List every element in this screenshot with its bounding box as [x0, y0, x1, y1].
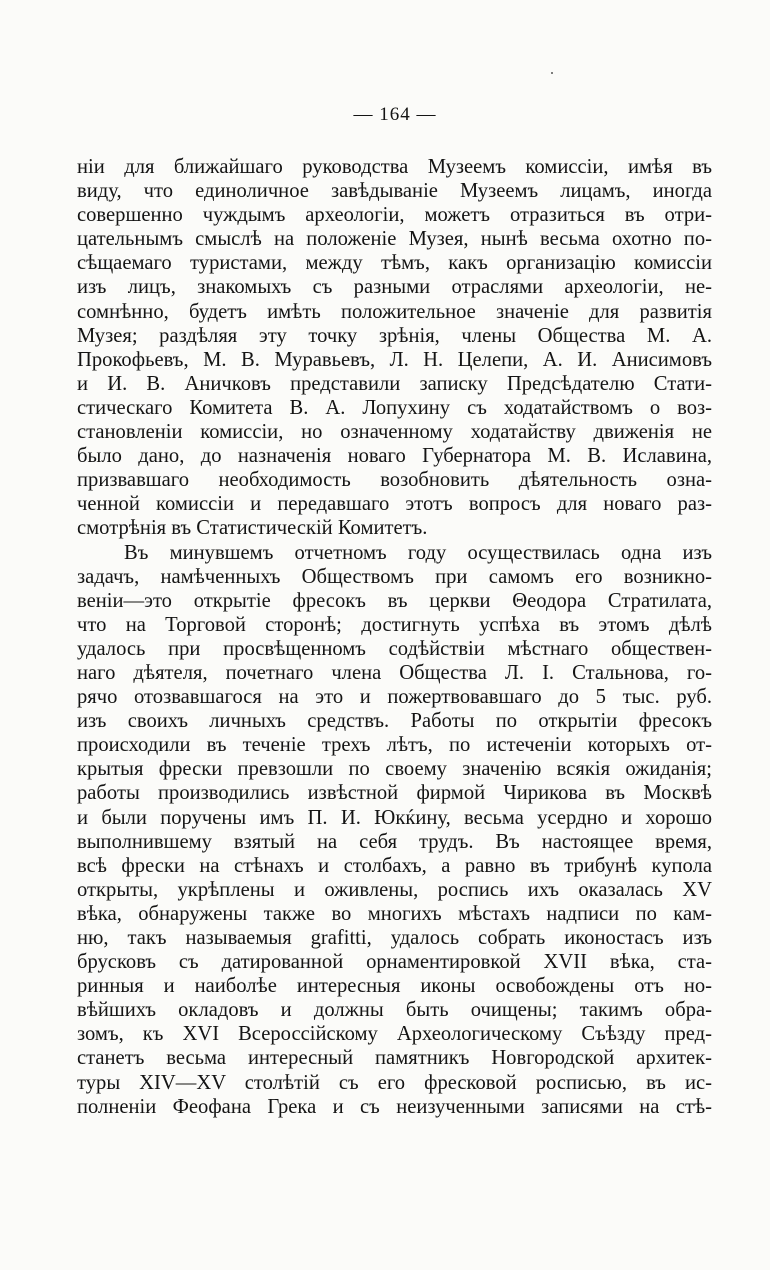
text-line: Прокофьевъ, М. В. Муравьевъ, Л. Н. Целепи, А. И. Анисимовъ: [77, 348, 712, 371]
text-line: сѣщаемаго туристами, между тѣмъ, какъ организацiю комиссiи: [77, 252, 712, 275]
text-line: выполнившему взятый на себя трудъ. Въ настоящее время,: [77, 830, 712, 853]
text-line: сомнѣнно, будетъ имѣть положительное значенiе для развитiя: [77, 300, 712, 323]
text-line: смотрѣнiя въ Статистическiй Комитетъ.: [77, 517, 428, 540]
paragraph-first-line: Въ минувшемъ отчетномъ году осуществилась одна изъ: [124, 541, 712, 564]
text-line: изъ лицъ, знакомыхъ съ разными отраслями археологiи, не-: [77, 276, 712, 299]
text-line: удалось при просвѣщенномъ содѣйствiи мѣстнаго обществен-: [77, 637, 712, 660]
body-text: [77, 155, 712, 1119]
text-line: ню, такъ называемыя grafitti, удалось собрать иконостасъ изъ: [77, 927, 712, 949]
text-line: виду, что единоличное завѣдыванiе Музеемъ лицамъ, иногда: [77, 180, 712, 203]
text-line: брусковъ съ датированной орнаментировкой XVII вѣка, ста-: [77, 951, 712, 974]
text-line: было дано, до назначенiя новаго Губернатора М. В. Иславина,: [77, 445, 712, 468]
text-line: венiи—это открытiе фресокъ въ церкви Θеодора Стратилата,: [77, 589, 712, 612]
text-line: туры XIV—XV столѣтiй съ его фресковой росписью, въ ис-: [77, 1071, 712, 1094]
text-line: станетъ весьма интересный памятникъ Новгородской архитек-: [77, 1047, 712, 1070]
text-line: полненiи Феофана Грека и съ неизученными записями на стѣ-: [77, 1095, 712, 1118]
text-line: рячо отозвавшагося на это и пожертвовавшаго до 5 тыс. руб.: [77, 686, 712, 709]
text-line: наго дѣятеля, почетнаго члена Общества Л. I. Стальнова, го-: [77, 661, 712, 684]
text-line: зомъ, къ XVI Всероссiйскому Археологическому Съѣзду пред-: [77, 1023, 712, 1046]
text-line: становленiи комиссiи, но означенному ходатайству движенiя не: [77, 421, 712, 444]
text-line: ченной комиссiи и передавшаго этотъ вопросъ для новаго раз-: [77, 493, 712, 516]
text-line: стическаго Комитета В. А. Лопухину съ ходатайствомъ о воз-: [77, 396, 712, 419]
text-line: крытыя фрески превзошли по своему значенiю всякiя ожиданiя;: [77, 758, 712, 781]
text-line: совершенно чуждымъ археологiи, можетъ отразиться въ отри-: [77, 204, 712, 227]
text-line: нiи для ближайшаго руководства Музеемъ комиссiи, имѣя въ: [77, 156, 712, 178]
text-line: вѣйшихъ окладовъ и должны быть очищены; такимъ обра-: [77, 999, 712, 1022]
text-line: открыты, укрѣплены и оживлены, роспись ихъ оказалась XV: [77, 878, 712, 901]
text-line: изъ своихъ личныхъ средствъ. Работы по открытiи фресокъ: [77, 710, 712, 733]
text-line: задачъ, намѣченныхъ Обществомъ при самомъ его возникно-: [77, 565, 712, 588]
text-line: и были поручены имъ П. И. Юкќину, весьма усердно и хорошо: [77, 806, 712, 829]
text-line: цательнымъ смыслѣ на положенiе Музея, нынѣ весьма охотно по-: [77, 228, 712, 251]
text-line: всѣ фрески на стѣнахъ и столбахъ, а равно въ трибунѣ купола: [77, 854, 712, 877]
text-line: происходили въ теченiе трехъ лѣтъ, по истеченiи которыхъ от-: [77, 734, 712, 757]
text-line: Музея; раздѣляя эту точку зрѣнiя, члены Общества М. А.: [77, 324, 712, 347]
text-line: ринныя и наиболѣе интересныя иконы освобождены отъ но-: [77, 975, 712, 998]
print-speck: [551, 72, 553, 74]
page-number: — 164 —: [353, 104, 437, 125]
text-line: что на Торговой сторонѣ; достигнуть успѣха въ этомъ дѣлѣ: [77, 613, 712, 636]
text-line: вѣка, обнаружены также во многихъ мѣстахъ надписи по кам-: [77, 902, 712, 925]
text-line: призвавшаго необходимость возобновить дѣятельность озна-: [77, 469, 712, 492]
text-line: работы производились извѣстной фирмой Чирикова въ Москвѣ: [77, 782, 712, 805]
text-line: и И. В. Аничковъ представили записку Предсѣдателю Стати-: [77, 372, 712, 395]
